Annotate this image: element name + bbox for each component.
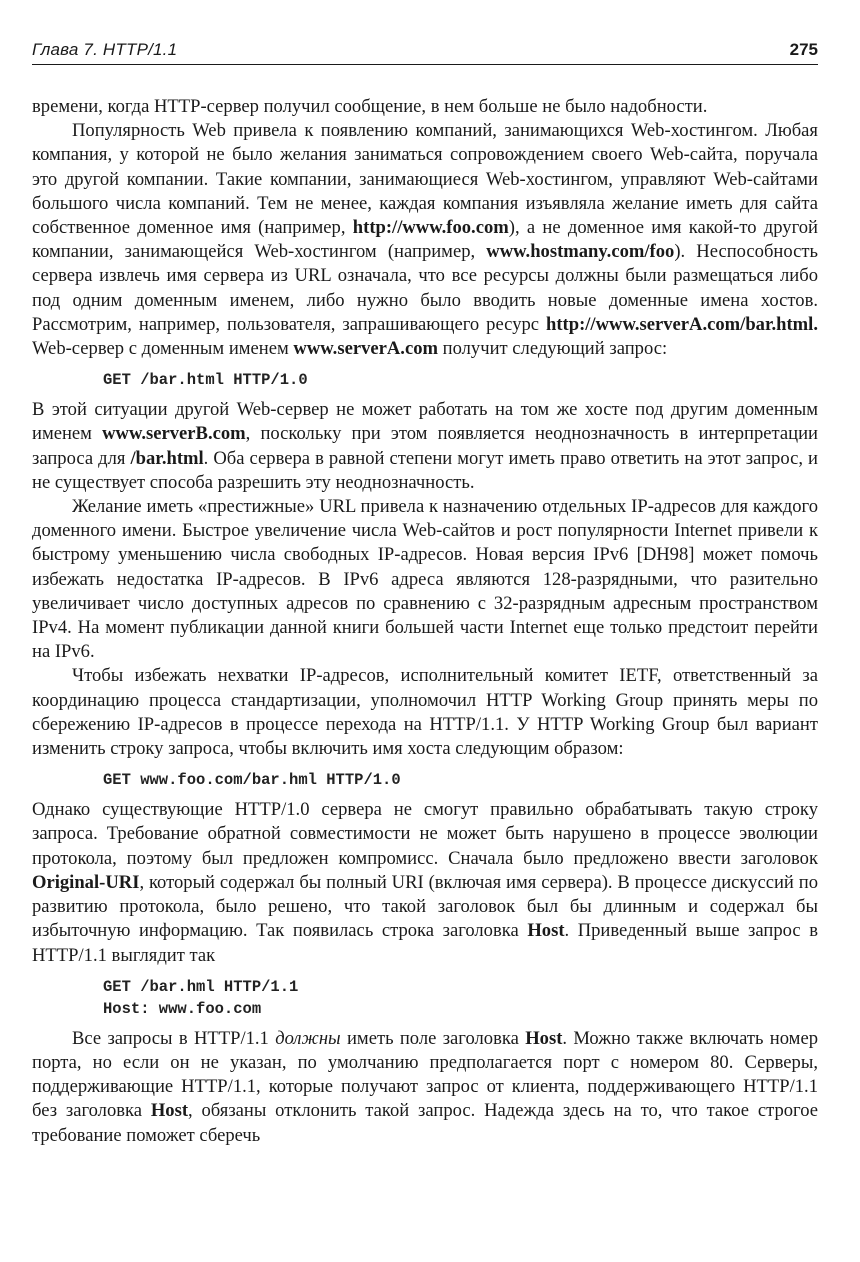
paragraph (32, 95, 818, 119)
page-number: 275 (789, 40, 818, 59)
paragraph-text: , который содержал бы полный URI (включая имя сервера). В процессе дискуссий по развитию протокола, было решено, что такой заголовок был бы длинным и содержал бы избыточную информацию. Так появилась строка заголовка (32, 871, 818, 942)
url-serverA: www.serverA.com (293, 338, 438, 360)
paragraph-text: получит следующий запрос: (438, 338, 668, 360)
paragraph-text: ), а не доменное имя какой-то другой компании, занимающейся Web-хостингом (например, (32, 217, 818, 263)
paragraph-text: Чтобы избежать нехватки IP-адресов, исполнительный комитет IETF, ответственный за координацию процесса стандартизации, уполномочил HTTP Working Group принять меры по сбережению IP-адресов в процессе перехода на HTTP/1.1. У HTTP Working Group был вариант изменить строку запроса, чтобы включить имя хоста следующим образом: (32, 665, 818, 760)
code-line: GET /bar.hml HTTP/1.1 (103, 977, 299, 996)
url-serverA-bar: http://www.serverA.com/bar.html. (546, 313, 818, 335)
code-sample: GET www.foo.com/bar.hml HTTP/1.0 (103, 771, 401, 790)
paragraph-text: . Можно также включать номер порта, но если он не указан, по умолчанию предполагается порт с номером 80. Серверы, поддерживающие HTTP/1.1, которые получают запрос от клиента, поддерживающего HTTP/1.1 без заголовка (32, 1027, 819, 1122)
page-body (32, 95, 818, 1148)
code-sample (103, 976, 818, 1020)
paragraph-text: Популярность Web привела к появлению компаний, занимающихся Web-хостингом. Любая компания, у которой не было желания заниматься сопровождением своего Web-сайта, поручала это другой компании. Такие компании, занимающиеся Web-хостингом, управляют Web-сайтами большого числа компаний. Тем не менее, каждая компания изъявляла желание иметь для сайта собственное доменное имя (например, (32, 120, 818, 239)
paragraph (32, 495, 818, 664)
path-bar-html: /bar.html (130, 447, 204, 469)
code-line: Host: www.foo.com (103, 999, 262, 1018)
header-original-uri: Original-URI (32, 871, 140, 893)
paragraph-text: времени, когда HTTP-сервер получил сообщение, в нем больше не было надобности. (32, 96, 708, 117)
chapter-title: Глава 7. HTTP/1.1 (32, 40, 178, 59)
paragraph-text: Желание иметь «престижные» URL привела к назначению отдельных IP-адресов для каждого доменного имени. Быстрое увеличение числа Web-сайтов и рост популярности Internet привели к быстрому уменьшению числа свободных IP-адресов. Новая версия IPv6 [DH98] может помочь избежать недостатка IP-адресов. В IPv6 адреса являются 128-разрядными, что разительно увеличивает число доступных адресов по сравнению с 32-разрядным адресным пространством IPv4. На момент публикации данной книги большей части Internet еще только предстоит перейти на IPv6. (32, 496, 818, 663)
paragraph-text: , обязаны отклонить такой запрос. Надежда здесь на то, что такое строгое требование поможет сберечь (32, 1100, 818, 1146)
paragraph (32, 1027, 818, 1148)
url-hostmany: www.hostmany.com/foo (486, 241, 675, 263)
emphasis-must: должны (275, 1027, 341, 1049)
paragraph-text: . Оба сервера в равной степени могут иметь право ответить на этот запрос, и не существует способа разрешить эту неоднозначность. (32, 447, 818, 493)
url-serverB: www.serverB.com (102, 423, 246, 445)
paragraph-text: . Приведенный выше запрос в HTTP/1.1 выглядит так (32, 920, 819, 966)
paragraph-text: Все запросы в HTTP/1.1 (72, 1027, 276, 1049)
paragraph (32, 119, 818, 361)
running-header (32, 36, 818, 65)
paragraph-text: Однако существующие HTTP/1.0 сервера не смогут правильно обрабатывать такую строку запроса. Требование обратной совместимости не может быть нарушено в процессе эволюции протокола, поэтому был предложен компромисс. Сначала было предложено ввести заголовок (32, 799, 818, 869)
header-host: Host (527, 920, 565, 942)
paragraph-text: иметь поле заголовка (340, 1027, 526, 1049)
paragraph-text: Web-сервер с доменным именем (32, 338, 294, 360)
paragraph-text: ). Неспособность сервера извлечь имя сервера из URL означала, что все ресурсы должны были размещаться либо под одним доменным именем, либо нужно было вводить новые доменные имена хостов. Рассмотрим, например, пользователя, запрашивающего ресурс (32, 241, 818, 335)
paragraph-text: , поскольку при этом появляется неоднозначность в интерпретации запроса для (32, 423, 818, 469)
url-foo: http://www.foo.com (352, 217, 509, 239)
paragraph (32, 798, 818, 967)
paragraph (32, 398, 818, 495)
paragraph (32, 664, 818, 761)
code-sample: GET /bar.html HTTP/1.0 (103, 371, 308, 390)
header-host: Host (525, 1027, 563, 1049)
header-host: Host (150, 1100, 189, 1122)
paragraph-text: В этой ситуации другой Web-сервер не может работать на том же хосте под другим доменным именем (32, 399, 818, 445)
